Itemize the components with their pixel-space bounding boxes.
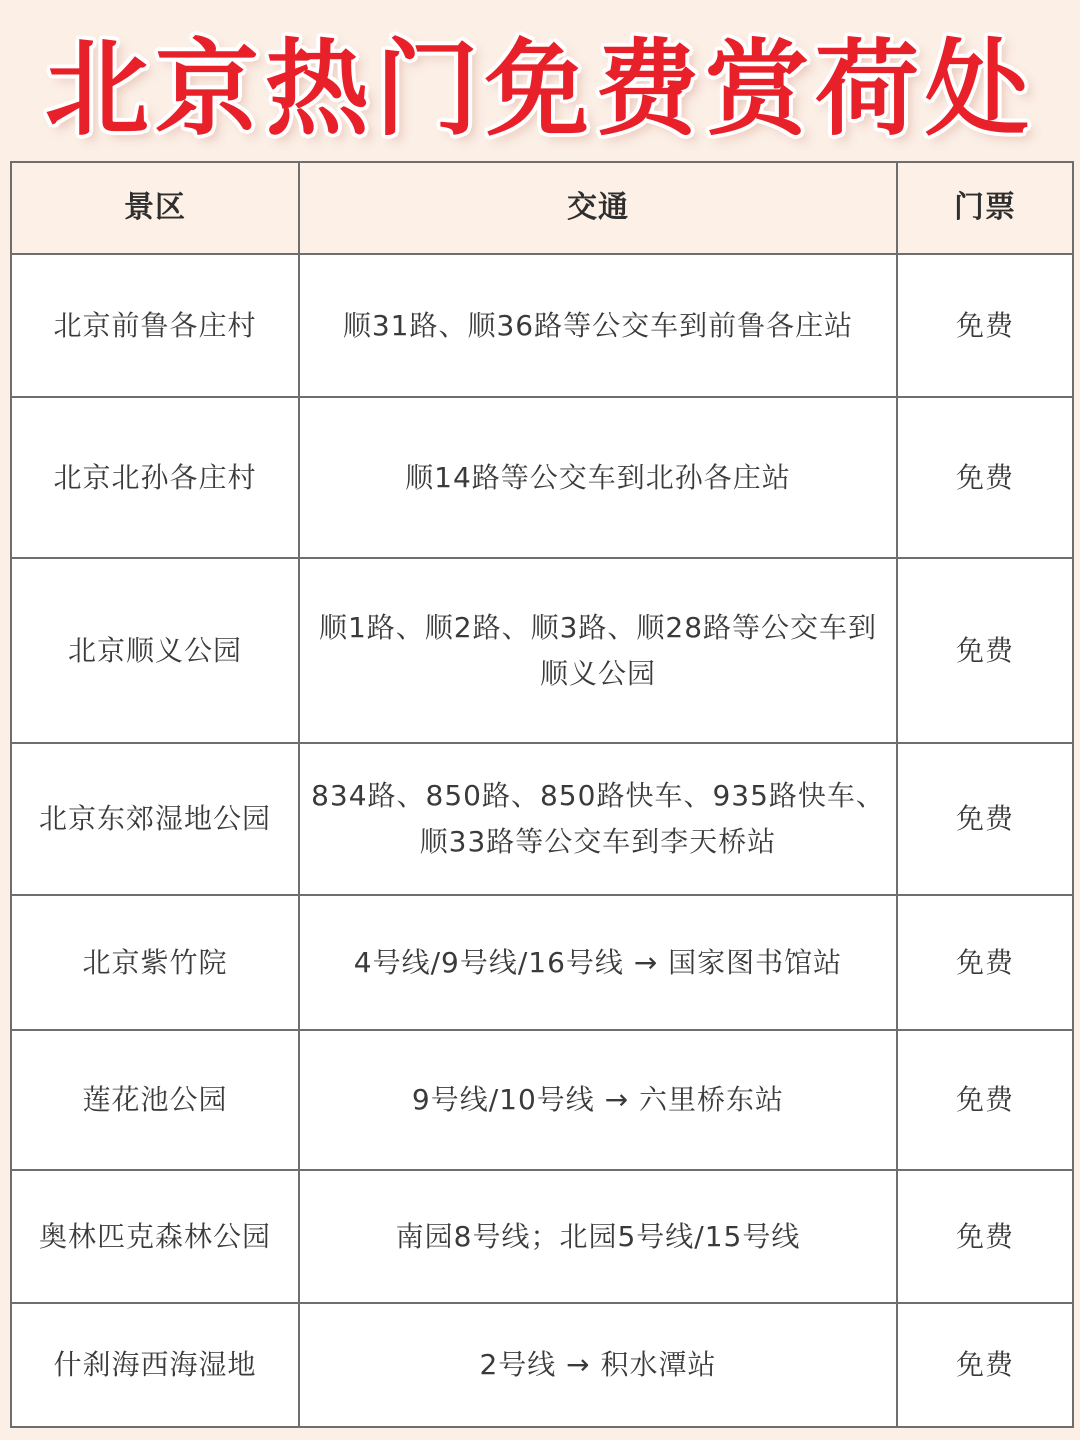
header-scenic-spot: 景区 xyxy=(11,162,299,254)
page-title: 北京热门免费赏荷处 xyxy=(44,28,1035,150)
table-row xyxy=(11,1303,1073,1427)
table-row xyxy=(11,558,1073,743)
spot-name: 莲花池公园 xyxy=(11,1030,299,1170)
spot-ticket: 免费 xyxy=(897,1303,1073,1427)
spot-name: 北京顺义公园 xyxy=(11,558,299,743)
header-ticket: 门票 xyxy=(897,162,1073,254)
spot-transit: 834路、850路、850路快车、935路快车、顺33路等公交车到李天桥站 xyxy=(299,743,897,895)
table-header-row xyxy=(11,162,1073,254)
spot-ticket: 免费 xyxy=(897,397,1073,558)
table-row xyxy=(11,1170,1073,1303)
spot-ticket: 免费 xyxy=(897,254,1073,397)
table-row xyxy=(11,743,1073,895)
spot-ticket: 免费 xyxy=(897,743,1073,895)
spot-transit: 顺31路、顺36路等公交车到前鲁各庄站 xyxy=(299,254,897,397)
spot-ticket: 免费 xyxy=(897,1030,1073,1170)
header-transport: 交通 xyxy=(299,162,897,254)
spot-name: 北京紫竹院 xyxy=(11,895,299,1030)
spot-name: 什刹海西海湿地 xyxy=(11,1303,299,1427)
spot-transit: 顺14路等公交车到北孙各庄站 xyxy=(299,397,897,558)
spot-ticket: 免费 xyxy=(897,895,1073,1030)
spot-transit: 顺1路、顺2路、顺3路、顺28路等公交车到顺义公园 xyxy=(299,558,897,743)
table-row xyxy=(11,254,1073,397)
spot-transit: 9号线/10号线 → 六里桥东站 xyxy=(299,1030,897,1170)
spot-name: 北京北孙各庄村 xyxy=(11,397,299,558)
spot-ticket: 免费 xyxy=(897,558,1073,743)
spot-transit: 4号线/9号线/16号线 → 国家图书馆站 xyxy=(299,895,897,1030)
spot-ticket: 免费 xyxy=(897,1170,1073,1303)
spot-name: 北京东郊湿地公园 xyxy=(11,743,299,895)
table-row xyxy=(11,895,1073,1030)
spot-transit: 2号线 → 积水潭站 xyxy=(299,1303,897,1427)
table-row xyxy=(11,1030,1073,1170)
lotus-spots-table xyxy=(10,161,1074,1428)
spot-name: 北京前鲁各庄村 xyxy=(11,254,299,397)
table-row xyxy=(11,397,1073,558)
spot-name: 奥林匹克森林公园 xyxy=(11,1170,299,1303)
spot-transit: 南园8号线；北园5号线/15号线 xyxy=(299,1170,897,1303)
